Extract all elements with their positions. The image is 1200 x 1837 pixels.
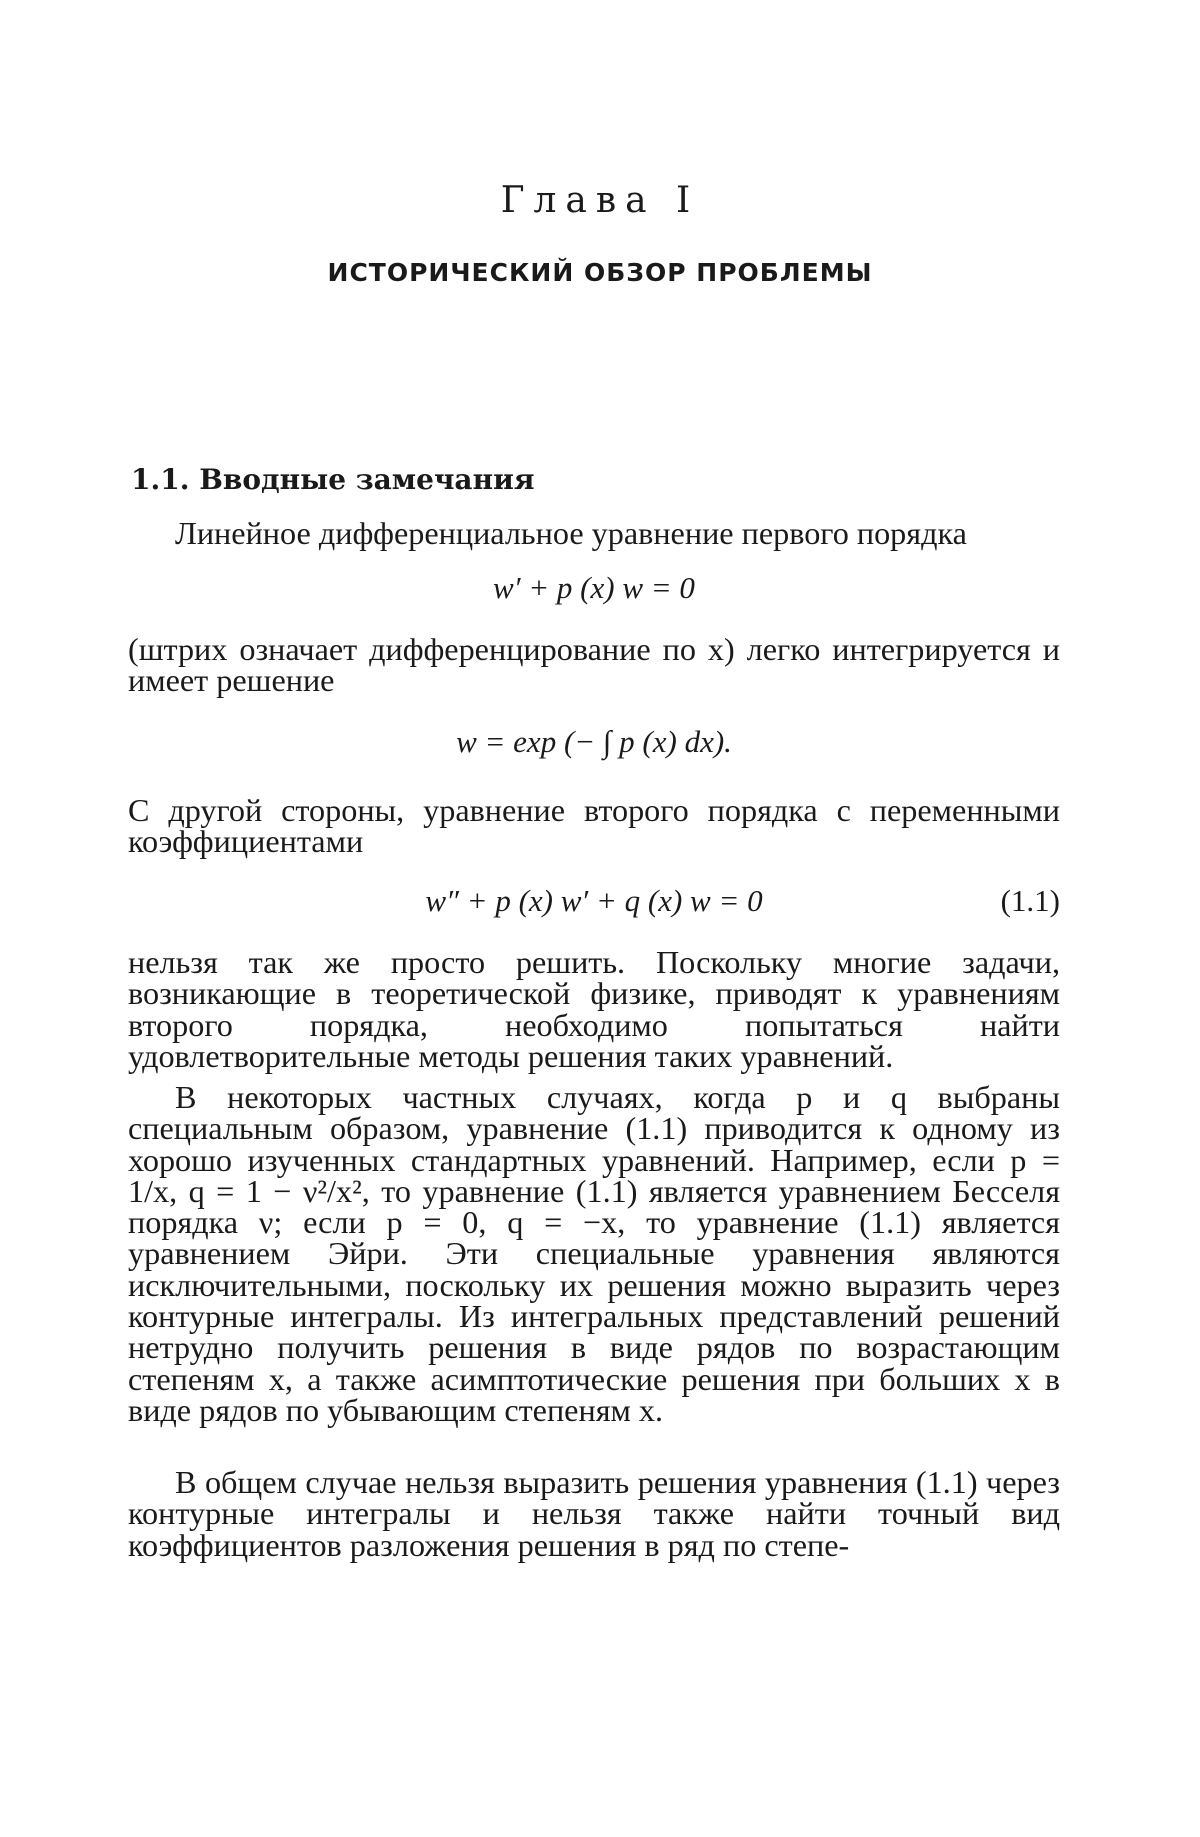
paragraph-second-order: С другой стороны, уравнение второго порядка с переменными коэффициентами <box>128 792 1060 860</box>
paragraph-intro: Линейное дифференциальное уравнение первого порядка <box>175 515 967 551</box>
paragraph-motivation: нельзя так же просто решить. Поскольку многие задачи, возникающие в теоретической физике, приводят к уравнениям второго порядка, необходимо попытаться найти удовлетворительные методы решения таких уравнений. <box>128 944 1060 1074</box>
chapter-label: Глава I <box>500 180 700 221</box>
formula-solution: w = exp (− ∫ p (x) dx). <box>456 724 732 759</box>
equation-number: (1.1) <box>1000 883 1060 918</box>
paragraph-special-cases: В некоторых частных случаях, когда p и q выбраны специальным образом, уравнение (1.1) приводится к одному из хорошо изученных стандартных уравнений. Например, если p = 1/x, q = 1 − ν²/x², то уравнение (1.1) является уравнением Бесселя порядка ν; если p = 0, q = −x, то уравнение (1.1) является уравнением Эйри. Эти специальные уравнения являются исключительными, поскольку их решения можно выразить через контурные интегралы. Из интегральных представлений решений нетрудно получить решения в виде рядов по возрастающим степеням x, а также асимптотические решения при больших x в виде рядов по убывающим степеням x. <box>128 1079 1060 1428</box>
section-heading: 1.1. Вводные замечания <box>131 463 535 496</box>
chapter-title: ИСТОРИЧЕСКИЙ ОБЗОР ПРОБЛЕМЫ <box>327 258 873 287</box>
formula-1-1 <box>128 883 1060 919</box>
formula-first-order: w′ + p (x) w = 0 <box>493 570 695 605</box>
paragraph-prime-note: (штрих означает дифференцирование по x) легко интегрируется и имеет решение <box>128 631 1060 699</box>
formula-1-1-expression: w″ + p (x) w′ + q (x) w = 0 <box>425 883 763 918</box>
paragraph-general-case: В общем случае нельзя выразить решения уравнения (1.1) через контурные интегралы и нельзя также найти точный вид коэффициентов разложения решения в ряд по степе- <box>128 1464 1060 1563</box>
